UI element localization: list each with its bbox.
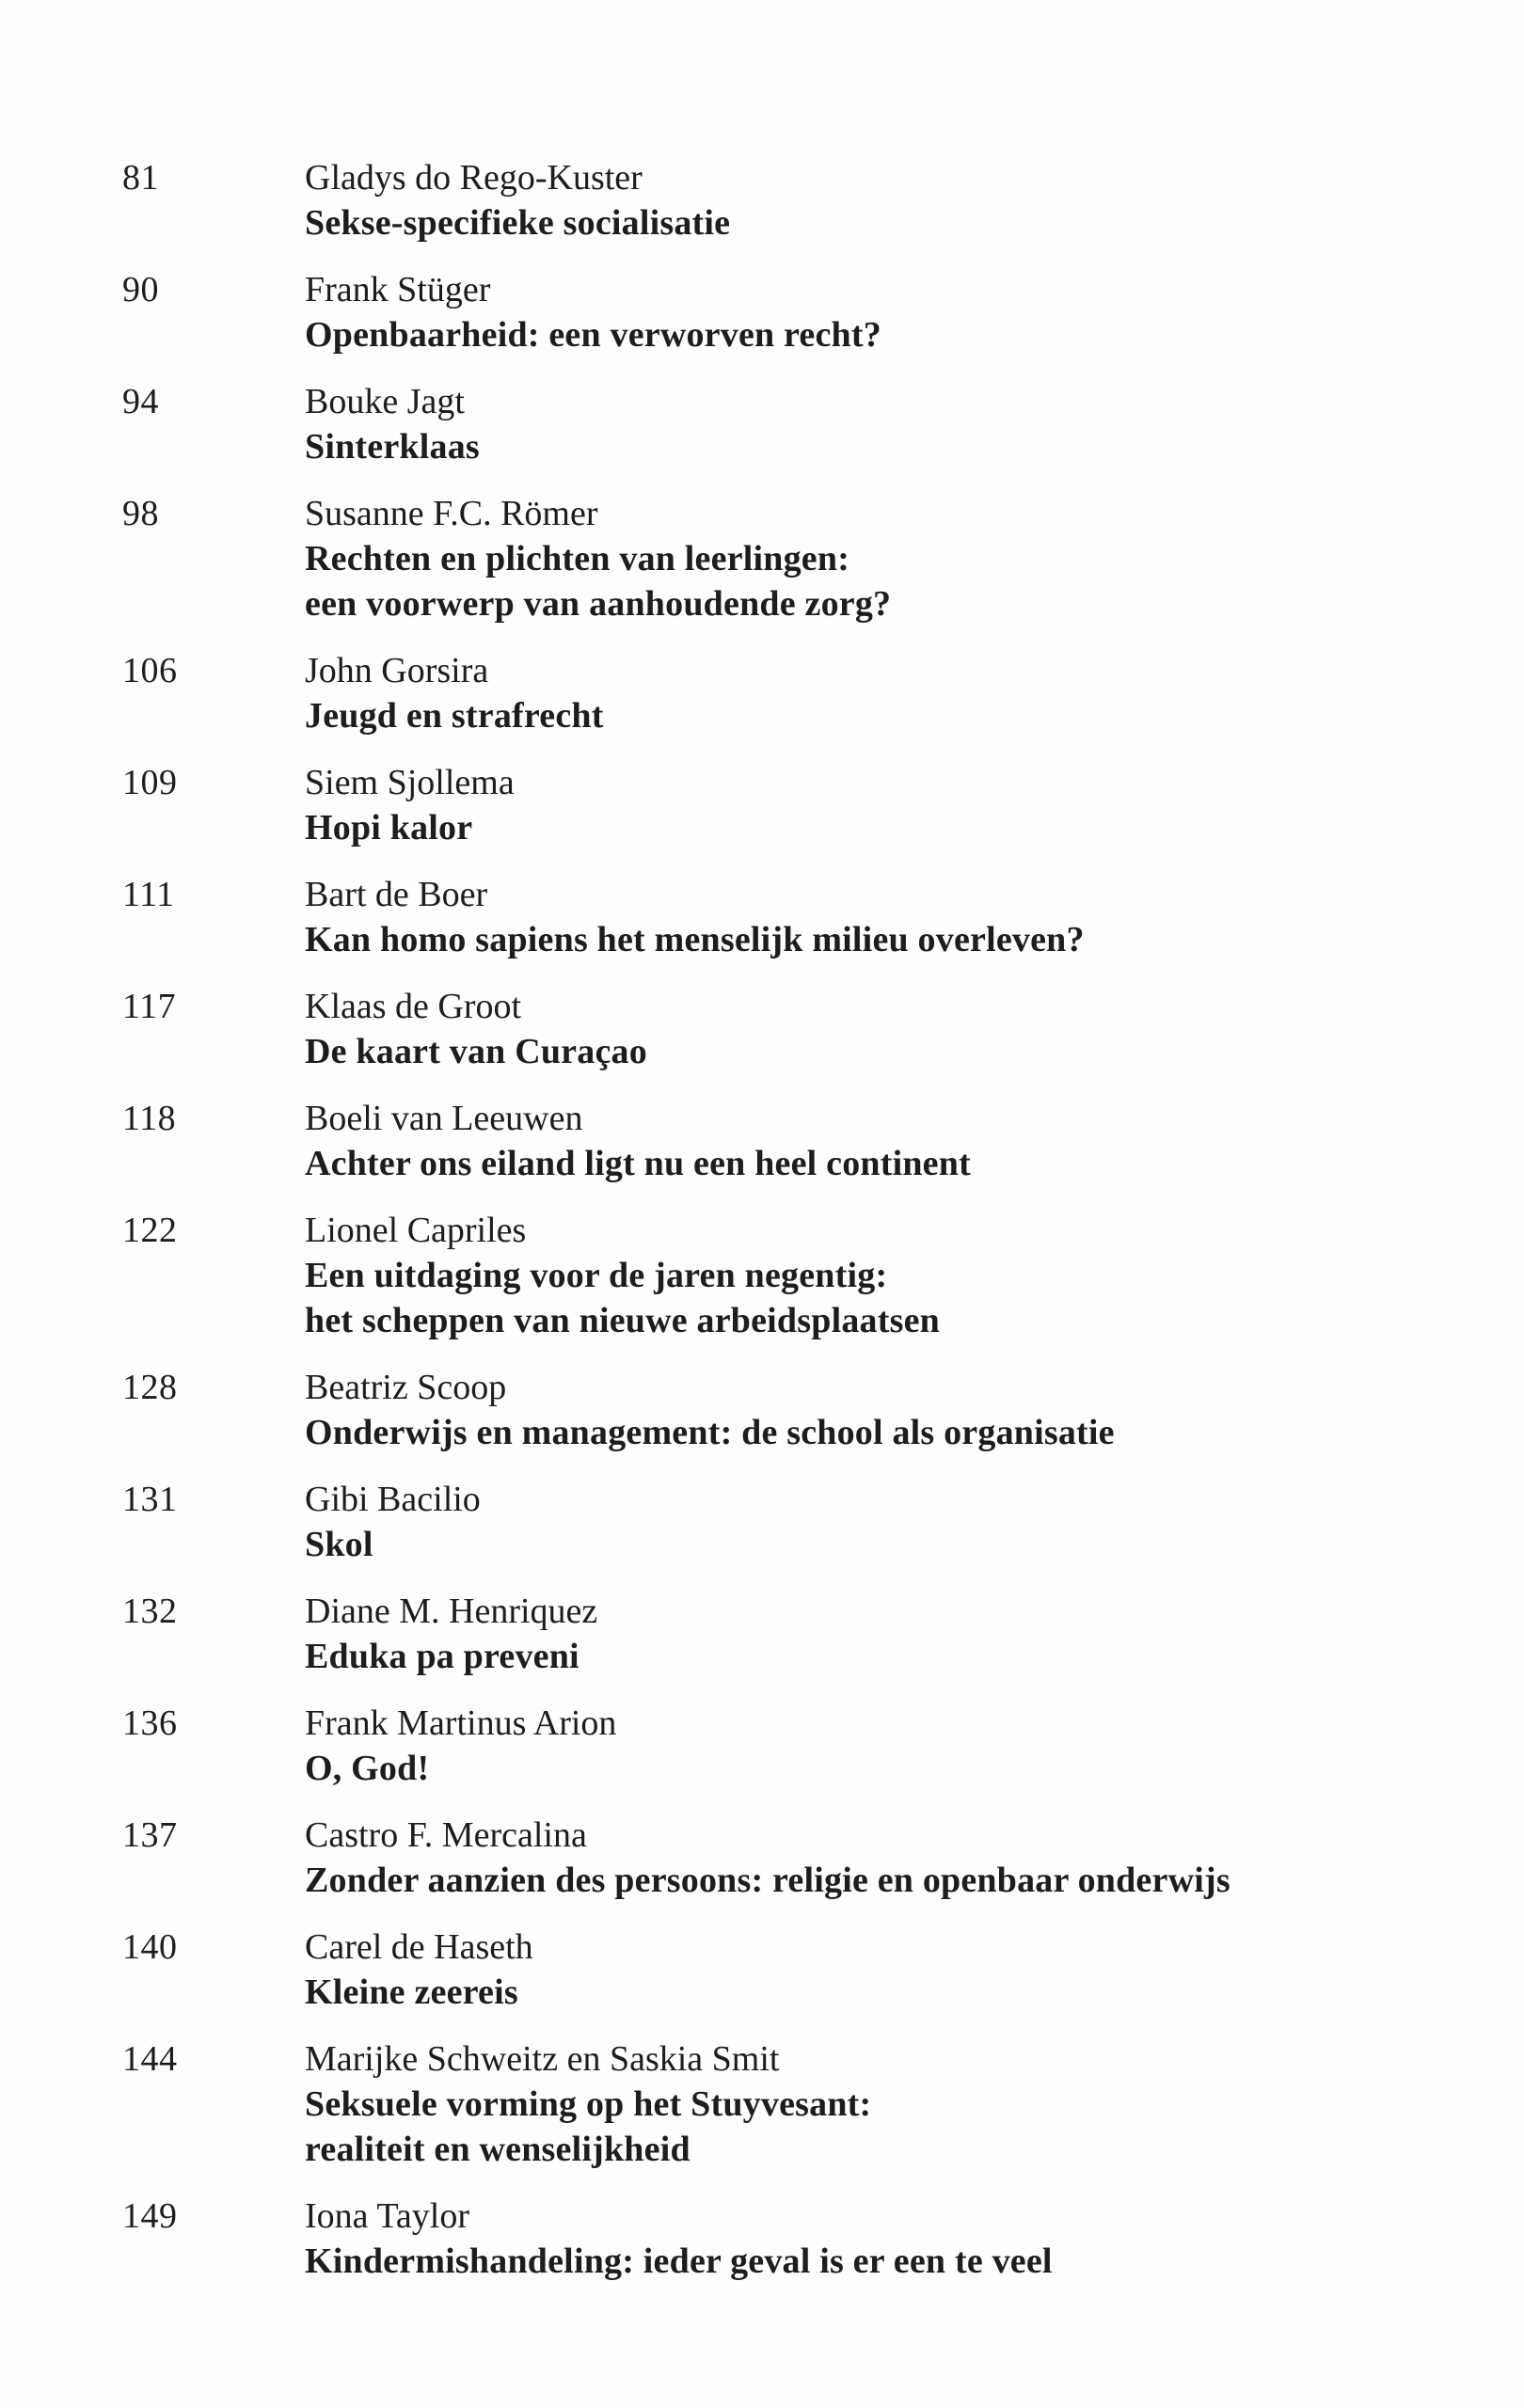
entry-author: Klaas de Groot <box>305 987 522 1026</box>
page-number: 117 <box>122 987 177 1026</box>
entry-title-line: Achter ons eiland ligt nu een heel continent <box>305 1144 971 1183</box>
entry-text <box>305 491 1468 626</box>
page-number: 132 <box>122 1592 178 1631</box>
entry-author: Gladys do Rego-Kuster <box>305 158 643 198</box>
entry-title-line: Sekse-specifieke socialisatie <box>305 203 731 243</box>
page-number: 128 <box>122 1368 178 1407</box>
entry-text <box>305 155 1468 246</box>
entry-text <box>305 379 1468 469</box>
page-number: 131 <box>122 1480 178 1519</box>
entry-title-line: Sinterklaas <box>305 427 480 467</box>
entry-text <box>305 1589 1468 1679</box>
toc-entry <box>122 2036 1468 2172</box>
entry-text <box>305 267 1468 357</box>
toc-entry <box>122 267 1468 357</box>
page-number: 118 <box>122 1099 177 1138</box>
entry-author: Susanne F.C. Römer <box>305 494 598 533</box>
entry-text <box>305 2036 1468 2172</box>
page-number: 144 <box>122 2039 178 2079</box>
toc-entry <box>122 648 1468 738</box>
entry-author: Lionel Capriles <box>305 1211 527 1250</box>
toc-entry <box>122 1208 1468 1343</box>
entry-author: Frank Stüger <box>305 270 491 309</box>
entry-title-line: Kan homo sapiens het menselijk milieu overleven? <box>305 920 1085 959</box>
entry-author: Iona Taylor <box>305 2196 469 2236</box>
entry-title-line: De kaart van Curaçao <box>305 1032 647 1071</box>
page-number: 98 <box>122 494 159 533</box>
entry-text <box>305 760 1468 850</box>
page-number: 149 <box>122 2196 178 2236</box>
entry-title-line: Zonder aanzien des persoons: religie en openbaar onderwijs <box>305 1861 1230 1900</box>
toc-entry <box>122 984 1468 1074</box>
entry-title-line: Skol <box>305 1525 373 1564</box>
entry-text <box>305 872 1468 962</box>
entry-text <box>305 1365 1468 1455</box>
entry-author: Bart de Boer <box>305 875 488 914</box>
entry-text <box>305 1477 1468 1567</box>
toc-entry <box>122 872 1468 962</box>
page-number: 109 <box>122 763 178 802</box>
entry-title-line: Jeugd en strafrecht <box>305 696 604 736</box>
entry-title-line: O, God! <box>305 1749 430 1788</box>
page-number: 137 <box>122 1815 178 1855</box>
toc-entry <box>122 155 1468 246</box>
entry-text <box>305 984 1468 1074</box>
entry-title-line: Rechten en plichten van leerlingen: <box>305 539 850 578</box>
toc-entry <box>122 1813 1468 1903</box>
entry-text <box>305 1701 1468 1791</box>
entry-author: Marijke Schweitz en Saskia Smit <box>305 2039 780 2079</box>
entry-author: Diane M. Henriquez <box>305 1592 598 1631</box>
entry-author: Carel de Haseth <box>305 1927 533 1967</box>
page-number: 90 <box>122 270 159 309</box>
page-number: 81 <box>122 158 159 198</box>
entry-author: Castro F. Mercalina <box>305 1815 587 1855</box>
toc-entry <box>122 1477 1468 1567</box>
entry-title-line: Kindermishandeling: ieder geval is er een te veel <box>305 2242 1053 2281</box>
entry-author: Gibi Bacilio <box>305 1480 481 1519</box>
entry-text <box>305 1096 1468 1186</box>
entry-title-line: Hopi kalor <box>305 808 473 848</box>
toc-entry <box>122 1096 1468 1186</box>
page-number: 136 <box>122 1703 178 1743</box>
entry-text <box>305 1208 1468 1343</box>
toc-entry <box>122 1589 1468 1679</box>
toc-entry <box>122 1365 1468 1455</box>
entry-author: Beatriz Scoop <box>305 1368 507 1407</box>
entry-title-line: Seksuele vorming op het Stuyvesant: <box>305 2084 872 2124</box>
entry-title-line: realiteit en wenselijkheid <box>305 2130 691 2169</box>
entry-author: Bouke Jagt <box>305 382 465 421</box>
entry-title-line: Openbaarheid: een verworven recht? <box>305 315 881 355</box>
toc-entry <box>122 1701 1468 1791</box>
entry-author: Frank Martinus Arion <box>305 1703 617 1743</box>
page-number: 106 <box>122 651 178 690</box>
page-number: 122 <box>122 1211 178 1250</box>
entry-title-line: het scheppen van nieuwe arbeidsplaatsen <box>305 1301 940 1340</box>
entry-text <box>305 2194 1468 2284</box>
entry-title-line: een voorwerp van aanhoudende zorg? <box>305 584 892 624</box>
entry-author: John Gorsira <box>305 651 489 690</box>
entry-title-line: Eduka pa preveni <box>305 1637 579 1676</box>
entry-text <box>305 648 1468 738</box>
page-number: 111 <box>122 875 175 914</box>
entry-author: Siem Sjollema <box>305 763 515 802</box>
entry-title-line: Een uitdaging voor de jaren negentig: <box>305 1256 888 1295</box>
toc-entry <box>122 491 1468 626</box>
entry-author: Boeli van Leeuwen <box>305 1099 583 1138</box>
toc-entry <box>122 760 1468 850</box>
entry-text <box>305 1813 1468 1903</box>
entry-title-line: Kleine zeereis <box>305 1972 518 2012</box>
toc-entry <box>122 379 1468 469</box>
entry-title-line: Onderwijs en management: de school als organisatie <box>305 1413 1115 1452</box>
toc-entry <box>122 1925 1468 2015</box>
entry-text <box>305 1925 1468 2015</box>
toc-page <box>122 155 1468 2305</box>
page-number: 140 <box>122 1927 178 1967</box>
toc-entry <box>122 2194 1468 2284</box>
page-number: 94 <box>122 382 159 421</box>
